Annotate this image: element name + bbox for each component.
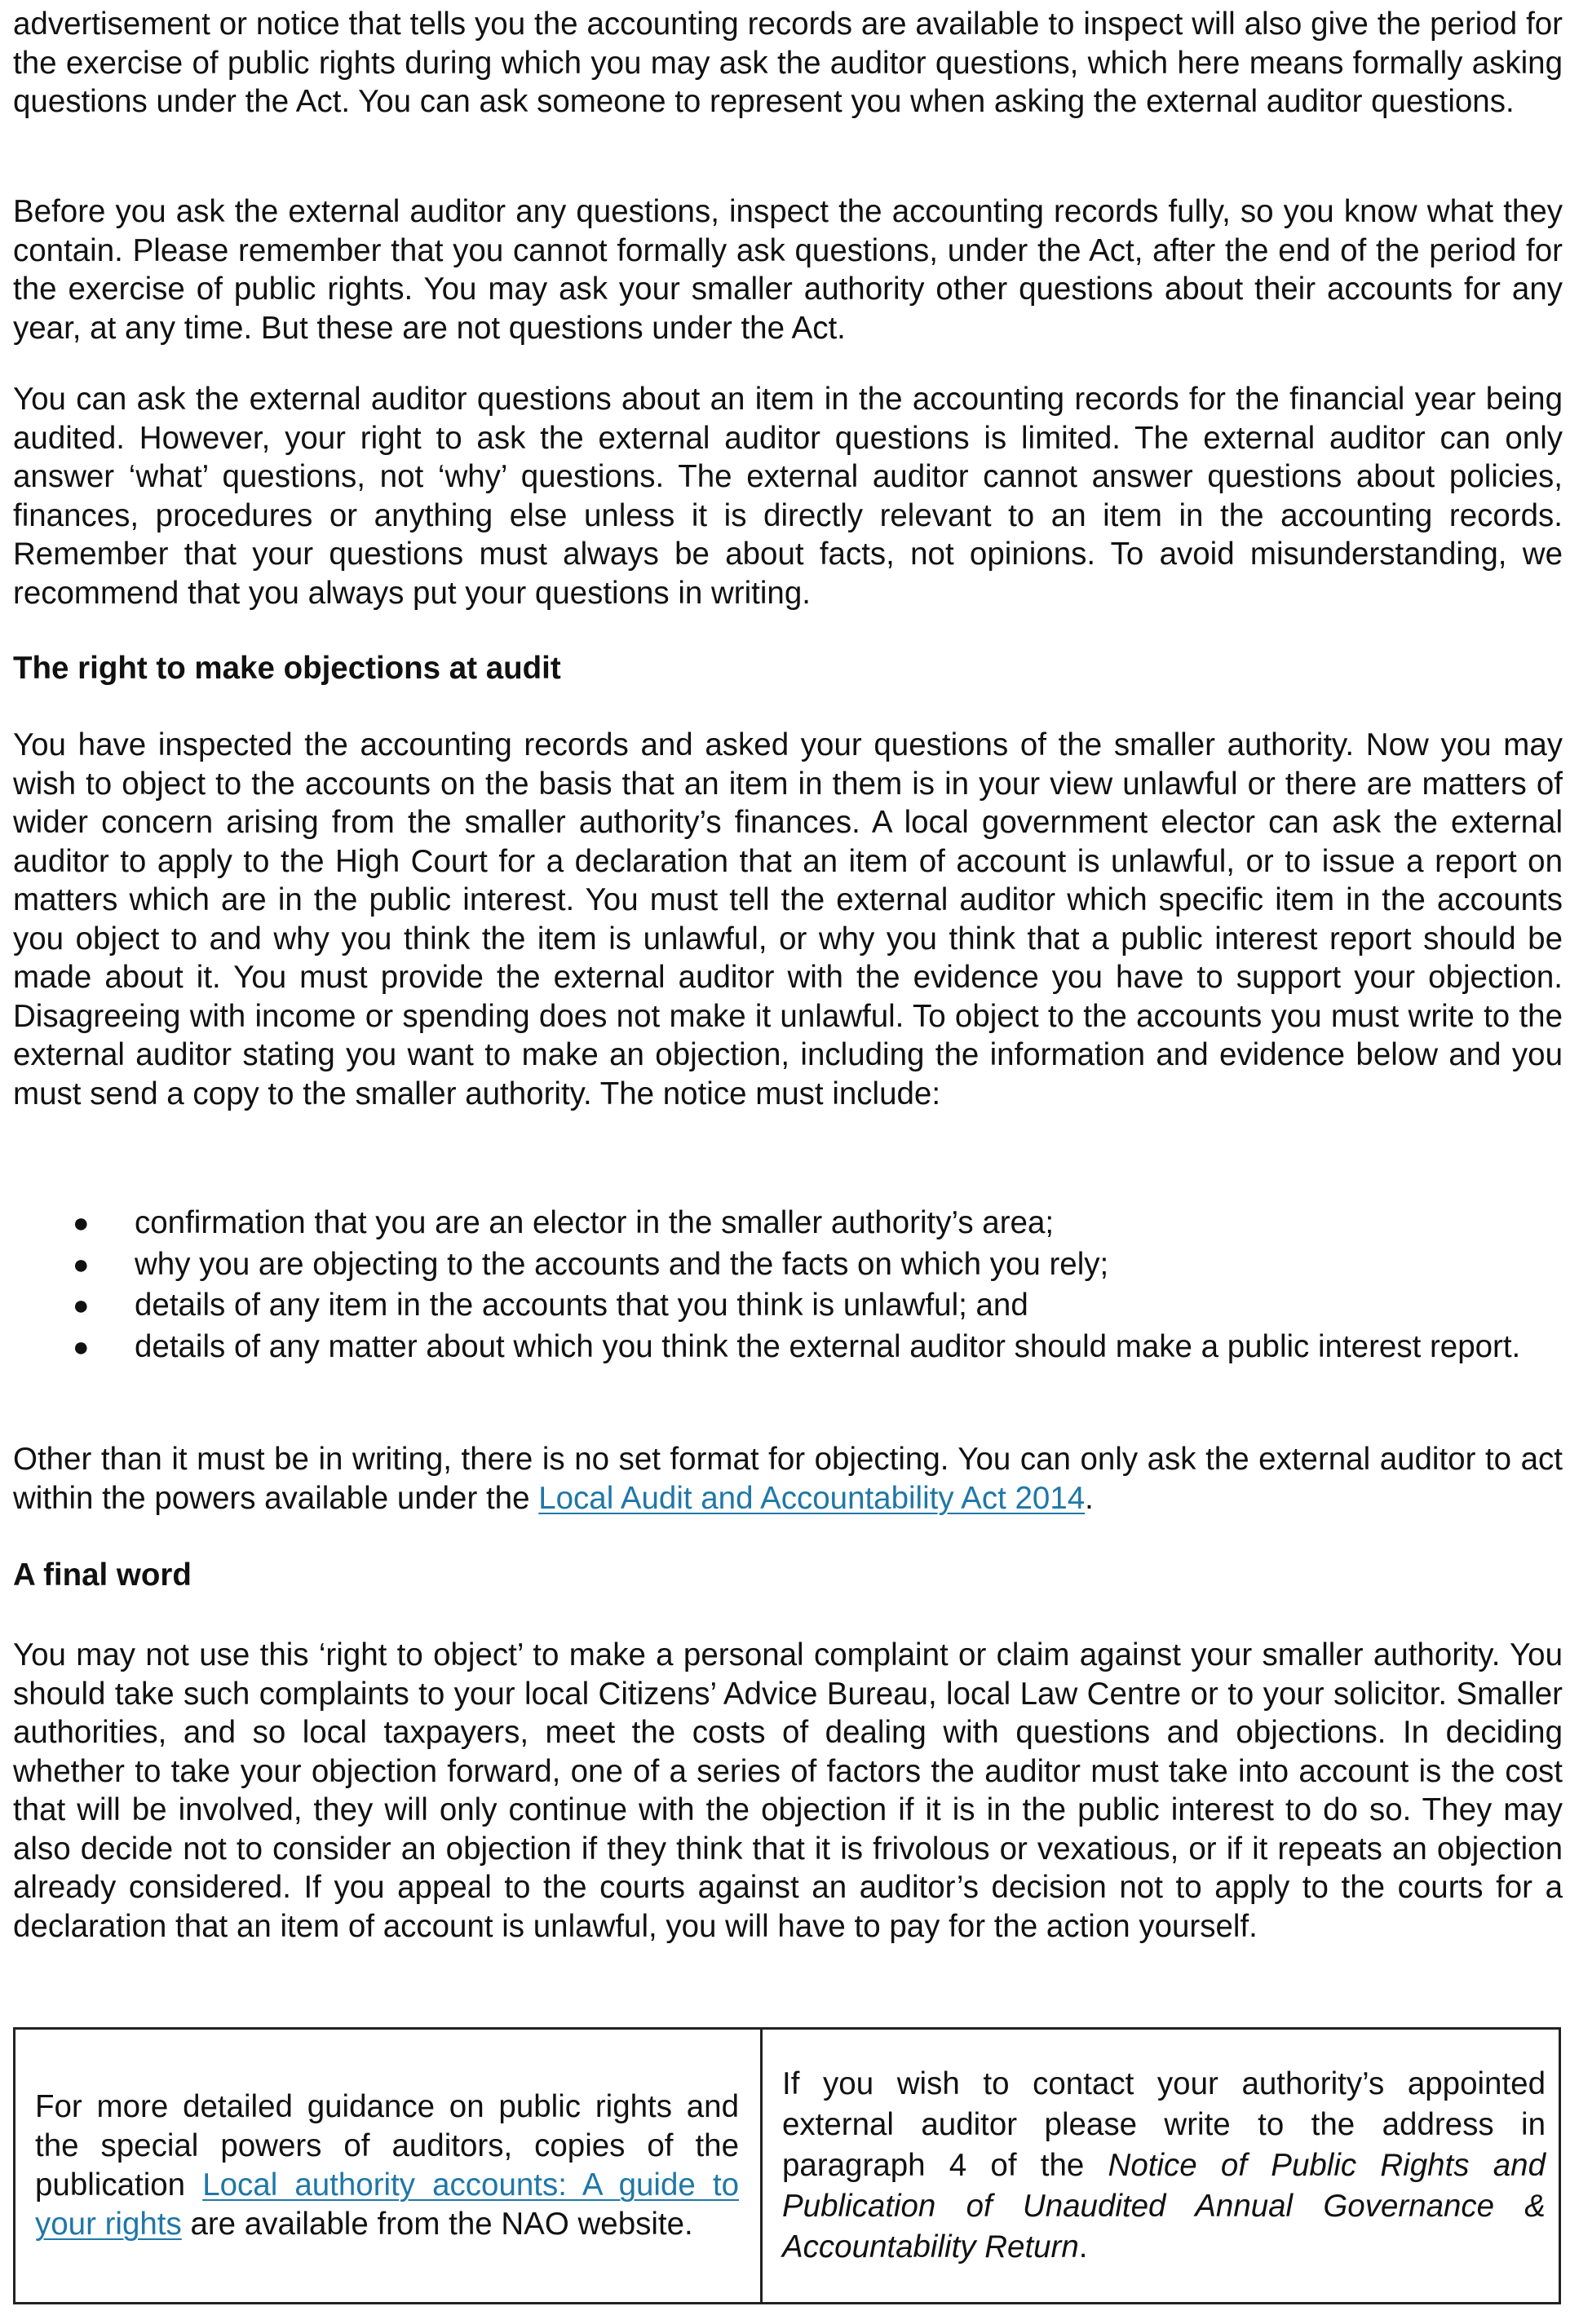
guidance-text-start: For more detailed guidance on public rights and the special powers of auditors, copies of the publication xyxy=(35,2089,739,2202)
info-box-table xyxy=(13,2027,1561,2304)
bullet-icon: ● xyxy=(73,1331,90,1363)
objection-requirements-list xyxy=(13,1203,1563,1367)
paragraph-before-asking: Before you ask the external auditor any questions, inspect the accounting records fully, so you know what they contain. Please remember that you cannot formally ask questions, under the Act, after the end of the period for the exercise of public rights. You may ask your smaller authority other questions about their accounts for any year, at any time. But these are not questions under the Act. xyxy=(13,194,1563,346)
objection-format-end: . xyxy=(1085,1480,1094,1516)
contact-text-end: . xyxy=(1078,2229,1088,2264)
guidance-text xyxy=(35,2088,739,2244)
list-item-text: why you are objecting to the accounts and the facts on which you rely; xyxy=(135,1246,1109,1282)
local-audit-act-link[interactable]: Local Audit and Accountability Act 2014 xyxy=(538,1480,1086,1516)
heading-final-word: A final word xyxy=(13,1557,192,1593)
list-item xyxy=(13,1244,1563,1286)
info-box-guidance-cell xyxy=(15,2030,763,2302)
objection-format-text: Other than it must be in writing, there is no set format for objecting. You can only ask the external auditor to act within the powers available under the xyxy=(13,1442,1563,1516)
contact-text-start: If you wish to contact your authority’s appointed external auditor please write to the address in paragraph 4 of the xyxy=(782,2066,1546,2183)
list-item xyxy=(13,1285,1563,1327)
bullet-icon: ● xyxy=(73,1248,90,1280)
bullet-icon: ● xyxy=(73,1208,90,1239)
heading-objections: The right to make objections at audit xyxy=(13,651,561,686)
notice-title: Notice of Public Rights and Publication of Unaudited Annual Governance & Accountability Return xyxy=(782,2148,1546,2264)
paragraph-inspection-notice: advertisement or notice that tells you the accounting records are available to inspect will also give the period for the exercise of public rights during which you may ask the auditor questions, which here means formally asking questions under the Act. You can ask someone to represent you when asking the external auditor questions. xyxy=(13,7,1563,119)
guidance-text-end: are available from the NAO website. xyxy=(181,2207,693,2242)
list-item-text: confirmation that you are an elector in the smaller authority’s area; xyxy=(135,1205,1055,1240)
nao-guide-link[interactable]: Local authority accounts: A guide to your rights xyxy=(35,2167,740,2242)
bullet-icon: ● xyxy=(73,1290,90,1321)
list-item-text: details of any item in the accounts that you think is unlawful; and xyxy=(135,1288,1028,1323)
paragraph-objections: You have inspected the accounting records and asked your questions of the smaller authority. Now you may wish to object to the accounts on the basis that an item in them is in your view unlawful or there are matters of wider concern arising from the smaller authority’s finances. A local government elector can ask the external auditor to apply to the High Court for a declaration that an item of account is unlawful, or to issue a report on matters which are in the public interest. You must tell the external auditor which specific item in the accounts you object to and why you think the item is unlawful, or why you think that a public interest report should be made about it. You must provide the external auditor with the evidence you have to support your objection. Disagreeing with income or spending does not make it unlawful. To object to the accounts you must write to the external auditor stating you want to make an objection, including the information and evidence below and you must send a copy to the smaller authority. The notice must include: xyxy=(13,727,1563,1111)
list-item-text: details of any matter about which you think the external auditor should make a public interest report. xyxy=(135,1328,1521,1364)
paragraph-asking-questions: You can ask the external auditor questions about an item in the accounting records for the financial year being audited. However, your right to ask the external auditor questions is limited. The external auditor can only answer ‘what’ questions, not ‘why’ questions. The external auditor cannot answer questions about policies, finances, procedures or anything else unless it is directly relevant to an item in the accounting records. Remember that your questions must always be about facts, not opinions. To avoid misunderstanding, we recommend that you always put your questions in writing. xyxy=(13,382,1563,611)
list-item xyxy=(13,1327,1563,1368)
list-item xyxy=(13,1203,1563,1244)
contact-text xyxy=(782,2064,1546,2268)
paragraph-final-word: You may not use this ‘right to object’ to make a personal complaint or claim against your smaller authority. You should take such complaints to your local Citizens’ Advice Bureau, local Law Centre or to your solicitor. Smaller authorities, and so local taxpayers, meet the costs of dealing with questions and objections. In deciding whether to take your objection forward, one of a series of factors the auditor must take into account is the cost that will be involved, they will only continue with the objection if it is in the public interest to do so. They may also decide not to consider an objection if they think that it is frivolous or vexatious, or if it repeats an objection already considered. If you appeal to the courts against an auditor’s decision not to apply to the courts for a declaration that an item of account is unlawful, you will have to pay for the action yourself. xyxy=(13,1637,1563,1944)
info-box-contact-cell xyxy=(763,2030,1559,2302)
paragraph-objection-format xyxy=(13,1440,1563,1518)
